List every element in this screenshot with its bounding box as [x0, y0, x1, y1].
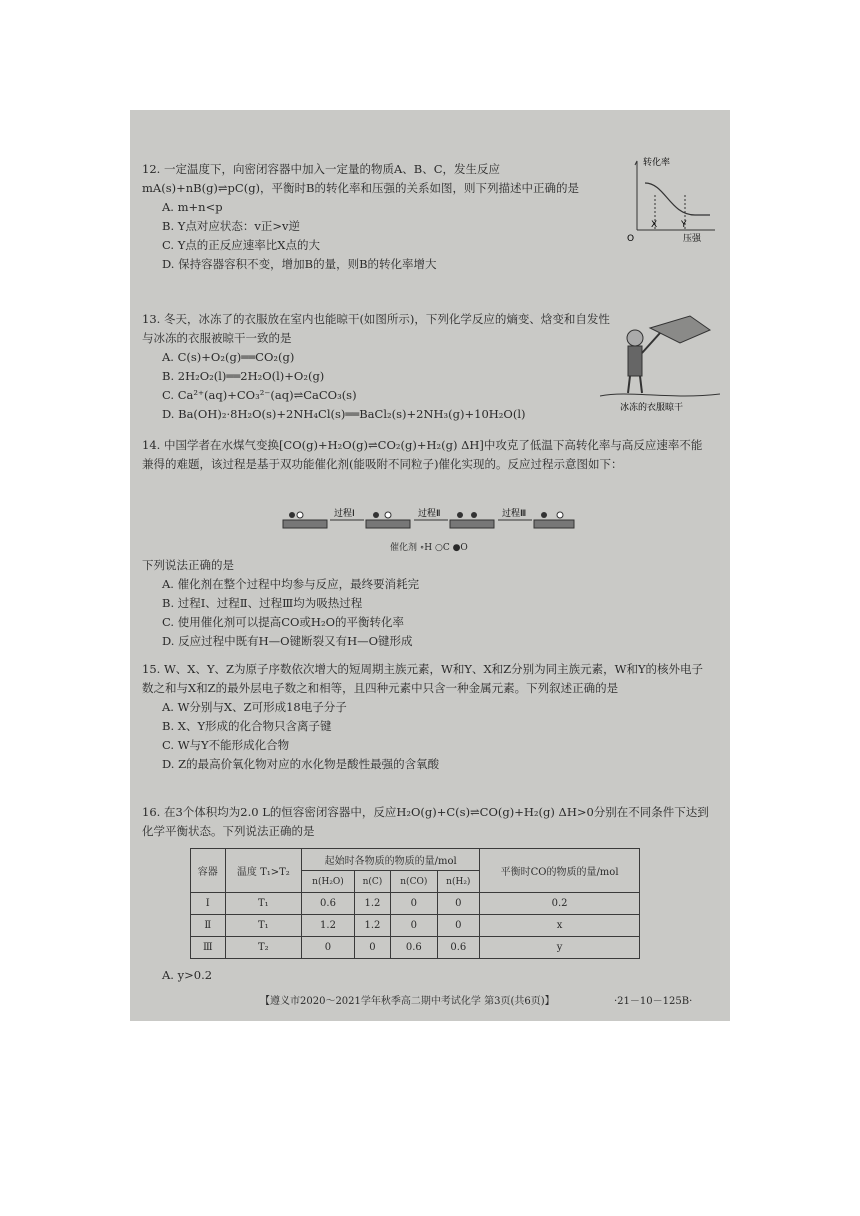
table-cell: 0 — [437, 915, 480, 937]
table-cell: 0.6 — [391, 937, 437, 959]
process-1-label: 过程Ⅰ — [334, 509, 355, 519]
option-d: D. Z的最高价氧化物对应的水化物是酸性最强的含氧酸 — [162, 757, 440, 771]
question-12 — [142, 160, 635, 274]
table-cell: 0 — [437, 893, 480, 915]
illustration-caption: 冰冻的衣服晾干 — [620, 403, 684, 413]
option-a: A. W分别与X、Z可形成18电子分子 — [162, 700, 347, 714]
header-n-h2o: n(H₂O) — [302, 871, 355, 893]
conversion-pressure-graph — [625, 155, 720, 245]
table-cell: 0 — [391, 915, 437, 937]
process-2-label: 过程Ⅱ — [418, 509, 441, 519]
option-c: C. Y点的正反应速率比X点的大 — [162, 238, 320, 252]
question-14 — [142, 436, 710, 474]
question-16-options — [142, 966, 212, 985]
header-n-co: n(CO) — [391, 871, 437, 893]
frozen-clothes-illustration — [600, 308, 720, 413]
table-cell: 1.2 — [354, 893, 390, 915]
option-d: D. 反应过程中既有H—O键断裂又有H—O键形成 — [162, 634, 413, 648]
option-a: A. m+n<p — [162, 200, 223, 214]
header-n-c: n(C) — [354, 871, 390, 893]
catalyst-legend: 催化剂 ∘H ○C ●O — [390, 543, 468, 553]
question-stem: 12. 一定温度下，向密闭容器中加入一定量的物质A、B、C，发生反应 mA(s)+nB(g)⇌pC(g)，平衡时B的转化率和压强的关系如图，则下列描述中正确的是 — [142, 162, 579, 195]
question-stem: 15. W、X、Y、Z为原子序数依次增大的短周期主族元素，W和Y、X和Z分别为同主族元素，W和Y的核外电子数之和与X和Z的最外层电子数之和相等，且四种元素中只含一种金属元素。下列叙述正确的是 — [142, 662, 704, 695]
graph-point-y: Y — [681, 220, 687, 230]
option-a: A. 催化剂在整个过程中均参与反应，最终要消耗完 — [162, 577, 420, 591]
process-3-label: 过程Ⅲ — [502, 509, 527, 519]
option-b: B. 过程Ⅰ、过程Ⅱ、过程Ⅲ均为吸热过程 — [162, 596, 363, 610]
table-cell: T₂ — [225, 937, 302, 959]
table-cell: 1.2 — [354, 915, 390, 937]
option-b: B. X、Y形成的化合物只含离子键 — [162, 719, 332, 733]
option-b: B. 2H₂O₂(l)══2H₂O(l)+O₂(g) — [162, 369, 325, 383]
question-lead: 下列说法正确的是 — [142, 558, 234, 572]
question-stem: 13. 冬天，冰冻了的衣服放在室内也能晾干(如图所示)，下列化学反应的熵变、焓变和自发性与冰冻的衣服被晾干一致的是 — [142, 312, 610, 345]
table-cell: Ⅰ — [191, 893, 226, 915]
option-d: D. Ba(OH)₂·8H₂O(s)+2NH₄Cl(s)══BaCl₂(s)+2NH₃(g)+10H₂O(l) — [162, 407, 526, 421]
table-cell: x — [480, 915, 640, 937]
exam-page — [130, 110, 730, 1021]
question-stem: 16. 在3个体积均为2.0 L的恒容密闭容器中，反应H₂O(g)+C(s)⇌CO(g)+H₂(g) ΔH>0分别在不同条件下达到化学平衡状态。下列说法正确的是 — [142, 805, 709, 838]
option-d: D. 保持容器容积不变，增加B的量，则B的转化率增大 — [162, 257, 437, 271]
page-footer: 【遵义市2020～2021学年秋季高二期中考试化学 第3页(共6页)】 — [260, 996, 555, 1007]
table-cell: 0.2 — [480, 893, 640, 915]
question-16 — [142, 803, 712, 841]
table-cell: 1.2 — [302, 915, 355, 937]
header-n-h2: n(H₂) — [437, 871, 480, 893]
table-cell: 0 — [391, 893, 437, 915]
table-cell: Ⅱ — [191, 915, 226, 937]
option-c: C. Ca²⁺(aq)+CO₃²⁻(aq)⇌CaCO₃(s) — [162, 388, 357, 402]
table-row — [191, 937, 640, 959]
table-cell: 0.6 — [437, 937, 480, 959]
table-row — [191, 893, 640, 915]
question-13 — [142, 310, 612, 424]
table-cell: y — [480, 937, 640, 959]
header-temperature: 温度 T₁>T₂ — [225, 849, 302, 893]
table-row — [191, 915, 640, 937]
graph-origin: O — [627, 234, 635, 244]
table-cell: 0 — [302, 937, 355, 959]
header-equilibrium-co: 平衡时CO的物质的量/mol — [480, 849, 640, 893]
option-b: B. Y点对应状态：v正>v逆 — [162, 219, 300, 233]
page-code: ·21－10－125B· — [614, 996, 693, 1007]
table-cell: 0.6 — [302, 893, 355, 915]
option-c: C. W与Y不能形成化合物 — [162, 738, 290, 752]
table-cell: T₁ — [225, 893, 302, 915]
conditions-table — [190, 848, 640, 959]
header-initial-amounts: 起始时各物质的物质的量/mol — [302, 849, 480, 871]
question-stem: 14. 中国学者在水煤气变换[CO(g)+H₂O(g)⇌CO₂(g)+H₂(g) ΔH]中攻克了低温下高转化率与高反应速率不能兼得的难题，该过程是基于双功能催化剂(能吸附不同粒子)催化实现的。反应过程示意图如下： — [142, 438, 703, 471]
table-cell: T₁ — [225, 915, 302, 937]
option-a: A. y>0.2 — [162, 968, 213, 982]
graph-ylabel: 转化率 — [643, 158, 671, 168]
question-14-options — [142, 556, 710, 651]
header-container: 容器 — [191, 849, 226, 893]
option-a: A. C(s)+O₂(g)══CO₂(g) — [162, 350, 295, 364]
graph-point-x: X — [651, 220, 658, 230]
graph-xlabel: 压强 — [683, 234, 702, 244]
table-cell: 0 — [354, 937, 390, 959]
option-c: C. 使用催化剂可以提高CO或H₂O的平衡转化率 — [162, 615, 404, 629]
table-cell: Ⅲ — [191, 937, 226, 959]
question-15 — [142, 660, 712, 774]
